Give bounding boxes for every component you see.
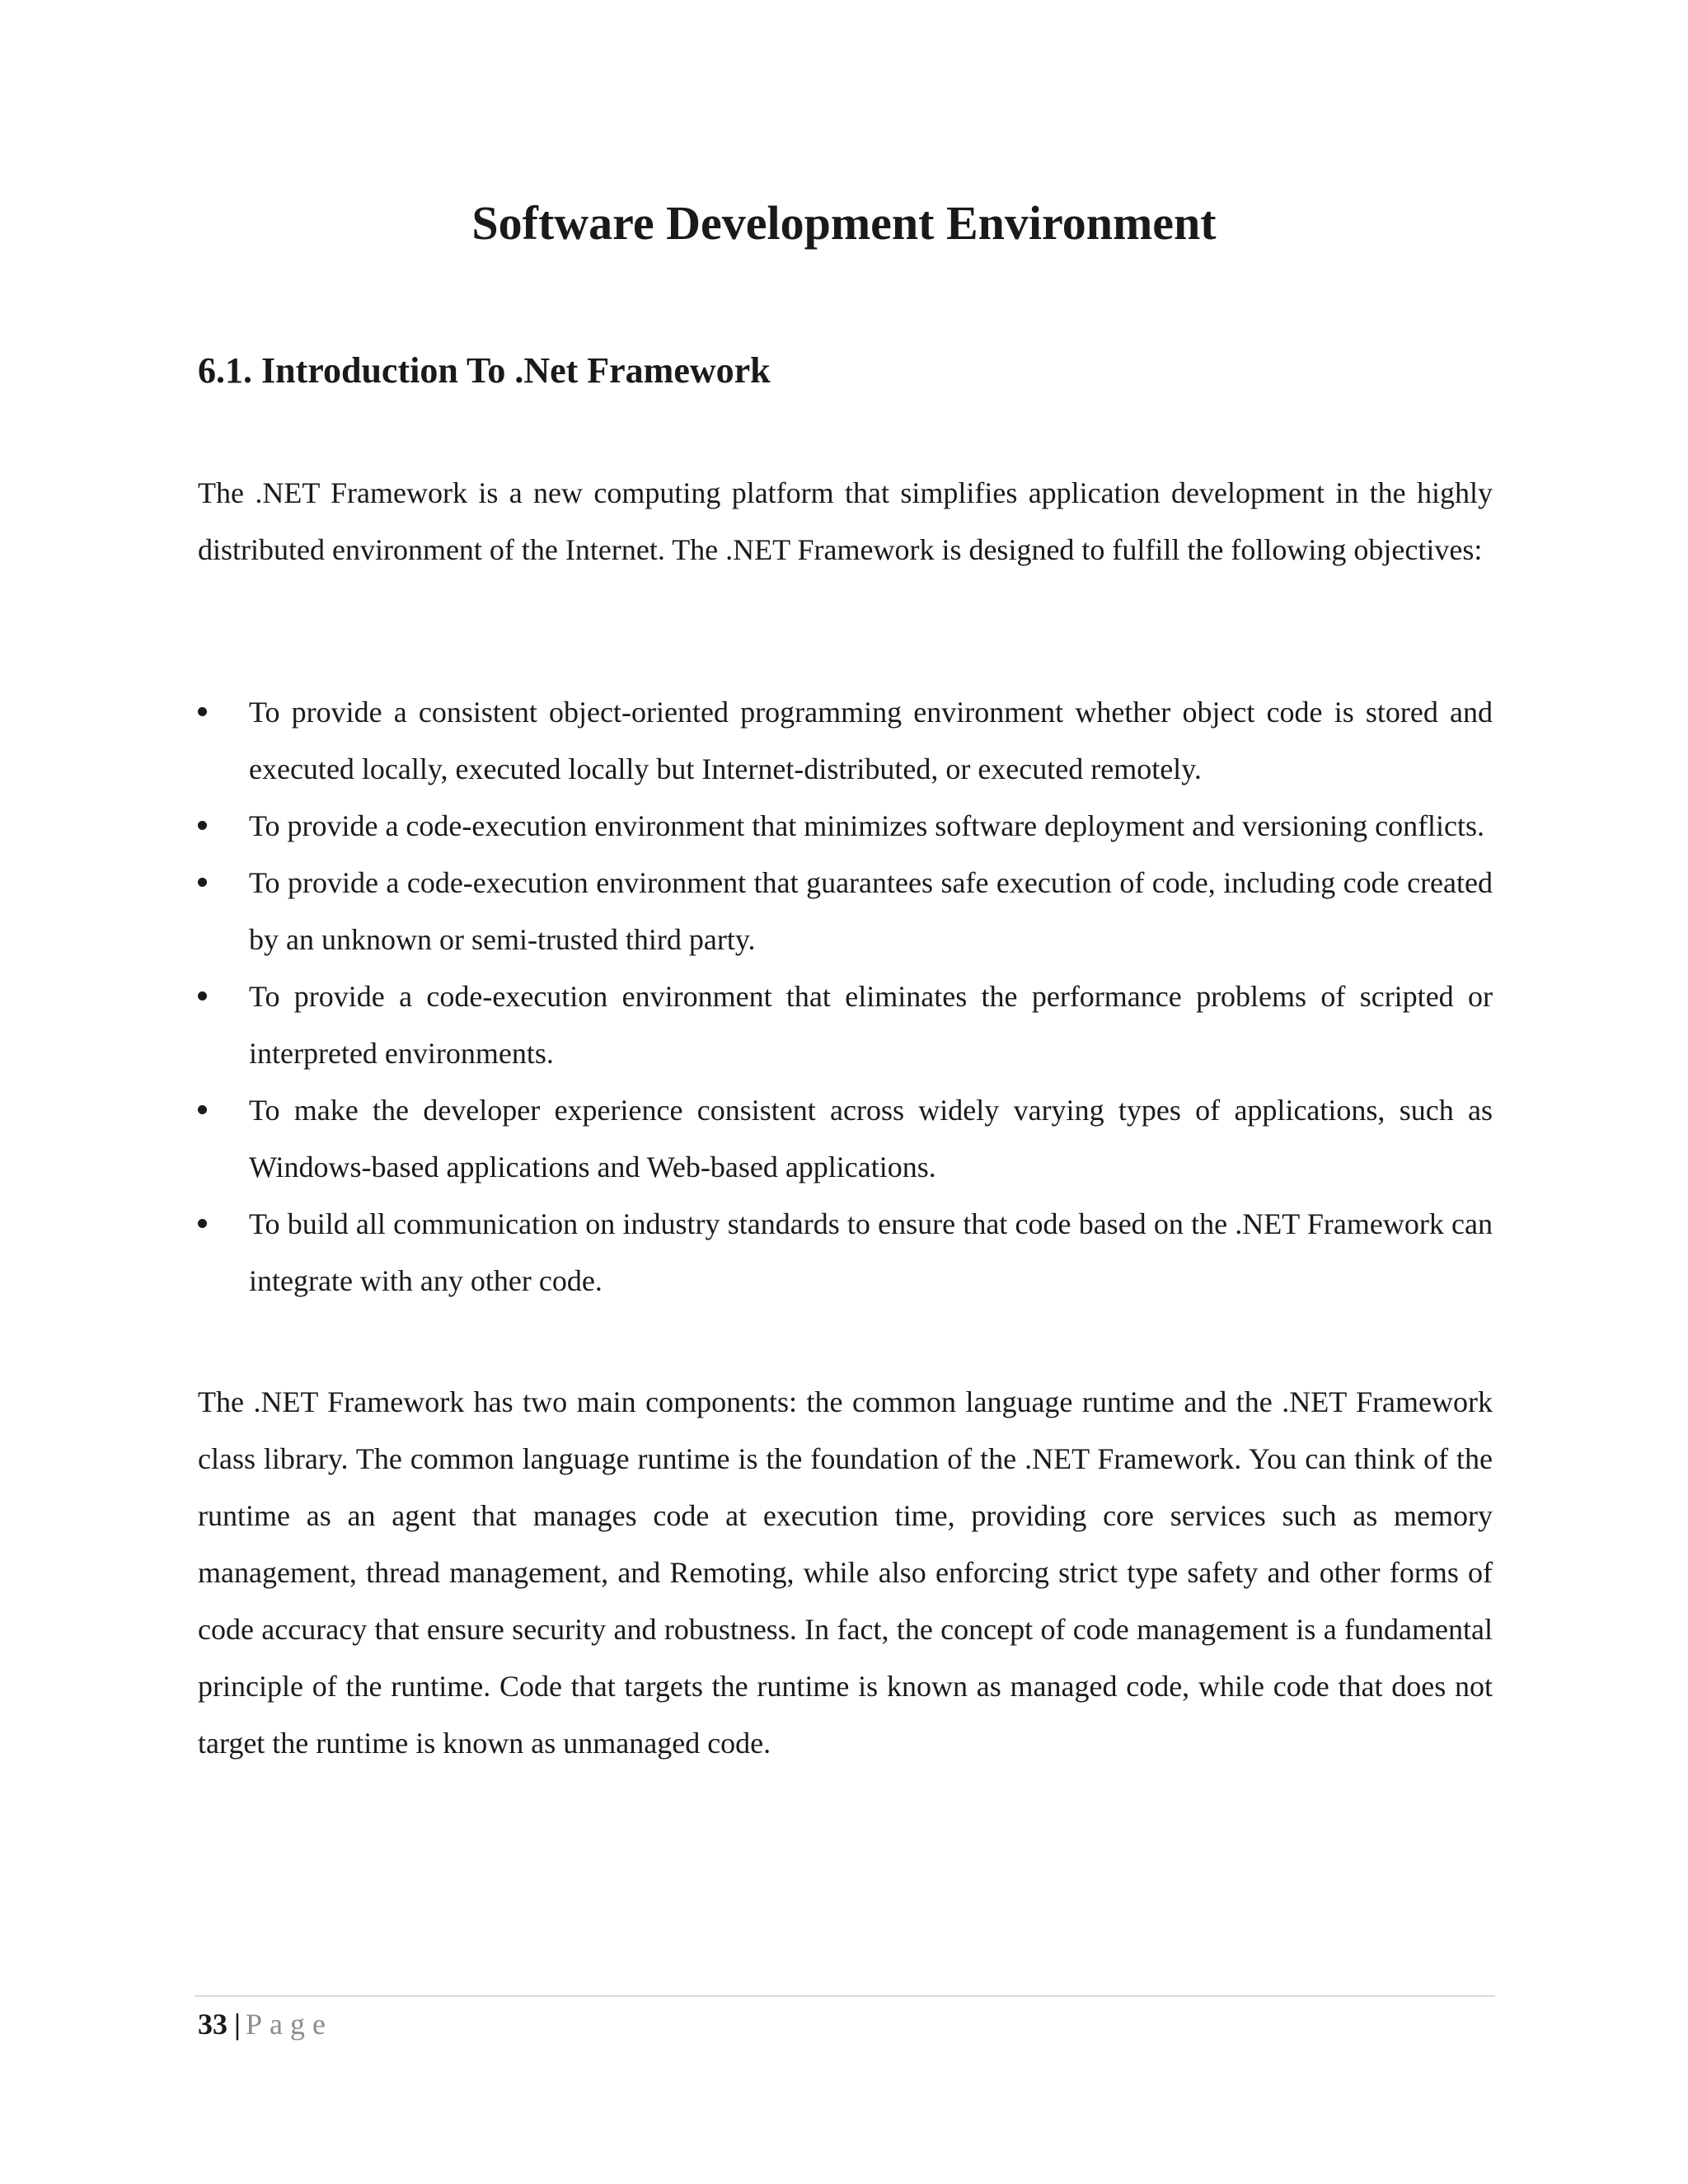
- list-item: [198, 1196, 1493, 1310]
- list-item: [198, 684, 1493, 798]
- list-item-text: To provide a consistent object-oriented programming environment whether object code is stored and executed locally, executed locally but Internet-distributed, or executed remotely.: [249, 696, 1493, 785]
- bullet-icon: [198, 1219, 207, 1228]
- list-item-text: To provide a code-execution environment that minimizes software deployment and versioning conflicts.: [249, 809, 1485, 842]
- page-title: Software Development Environment: [471, 196, 1217, 250]
- bullet-icon: [198, 707, 207, 716]
- bullet-icon: [198, 1105, 207, 1114]
- page-number: 33: [198, 2008, 227, 2041]
- list-item-text: To build all communication on industry standards to ensure that code based on the .NET Framework can integrate with any other code.: [249, 1207, 1493, 1297]
- components-paragraph: The .NET Framework has two main components: the common language runtime and the .NET Framework class library. The common language runtime is the foundation of the .NET Framework. You can think of the runtime as an agent that manages code at execution time, providing core services such as memory management, thread management, and Remoting, while also enforcing strict type safety and other forms of code accuracy that ensure security and robustness. In fact, the concept of code management is a fundamental principle of the runtime. Code that targets the runtime is known as managed code, while code that does not target the runtime is known as unmanaged code.: [198, 1385, 1493, 1760]
- footer-separator: |: [234, 2008, 241, 2041]
- list-item-text: To make the developer experience consistent across widely varying types of applications, such as Windows-based applications and Web-based applications.: [249, 1094, 1493, 1183]
- footer-divider: [195, 1995, 1495, 1997]
- page-label: Page: [245, 2008, 333, 2041]
- list-item: [198, 855, 1493, 968]
- section-heading: 6.1. Introduction To .Net Framework: [198, 350, 771, 391]
- bullet-icon: [198, 991, 207, 1001]
- list-item: [198, 1082, 1493, 1196]
- list-item-text: To provide a code-execution environment that eliminates the performance problems of scripted or interpreted environments.: [249, 980, 1493, 1070]
- objectives-list: [198, 684, 1493, 1310]
- bullet-icon: [198, 878, 207, 887]
- bullet-icon: [198, 821, 207, 830]
- list-item: [198, 798, 1493, 855]
- intro-paragraph: The .NET Framework is a new computing platform that simplifies application development in the highly distributed environment of the Internet. The .NET Framework is designed to fulfill the following objectives:: [198, 476, 1493, 566]
- page-footer: [198, 2004, 333, 2044]
- list-item-text: To provide a code-execution environment that guarantees safe execution of code, including code created by an unknown or semi-trusted third party.: [249, 866, 1493, 956]
- list-item: [198, 968, 1493, 1082]
